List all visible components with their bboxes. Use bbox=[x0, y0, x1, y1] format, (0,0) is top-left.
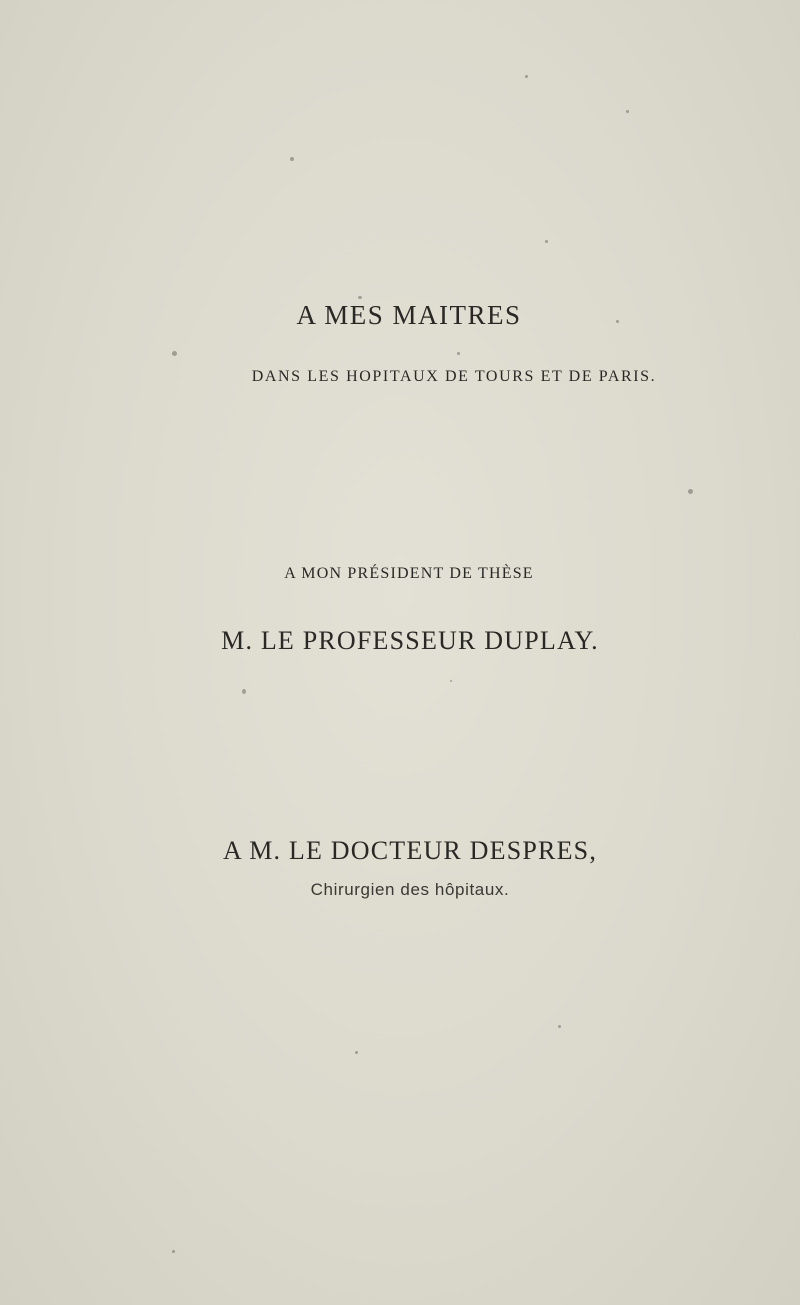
paper-speck bbox=[626, 110, 629, 113]
president-name: M. LE PROFESSEUR DUPLAY. bbox=[221, 626, 599, 655]
paper-speck bbox=[545, 240, 548, 243]
doctor-title: Chirurgien des hôpitaux. bbox=[310, 880, 510, 899]
paper-speck bbox=[450, 680, 452, 682]
paper-speck bbox=[290, 157, 294, 161]
dedication-heading: A MES MAITRES bbox=[296, 300, 522, 330]
paper-speck bbox=[355, 1051, 358, 1054]
paper-speck bbox=[358, 296, 362, 299]
paper-speck bbox=[457, 352, 460, 355]
paper-speck bbox=[525, 75, 528, 78]
paper-speck bbox=[172, 351, 177, 356]
paper-speck bbox=[242, 689, 246, 694]
doctor-name: A M. LE DOCTEUR DESPRES, bbox=[222, 836, 598, 865]
paper-speck bbox=[172, 1250, 175, 1253]
hospitals-line: DANS LES HOPITAUX DE TOURS ET DE PARIS. bbox=[251, 368, 657, 385]
paper-speck bbox=[688, 489, 693, 494]
paper-speck bbox=[558, 1025, 561, 1028]
president-intro: A MON PRÉSIDENT DE THÈSE bbox=[284, 565, 534, 582]
